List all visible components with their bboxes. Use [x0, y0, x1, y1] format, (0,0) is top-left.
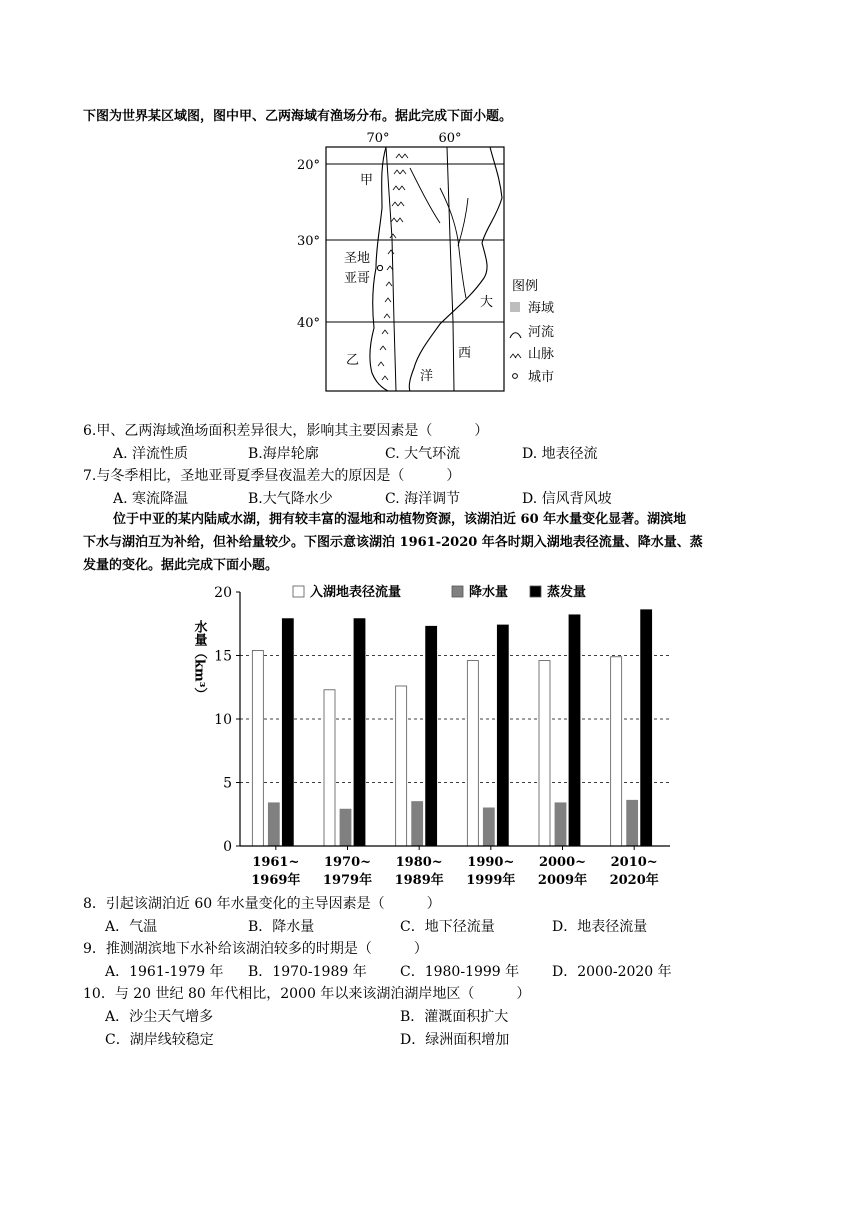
chart-x-tick-label-0-line1: 1961~	[252, 855, 300, 870]
chart-bar-1-4	[555, 803, 566, 846]
chart-bar-2-0	[282, 619, 293, 846]
section2-intro-line-2: 下水与湖泊互为补给，但补给量较少。下图示意该湖泊 1961-2020 年各时期入湖地表径流量、降水量、蒸	[83, 535, 703, 550]
chart-bar-1-0	[268, 803, 279, 846]
chart-bar-1-2	[412, 802, 423, 846]
q10-option-c: C．湖岸线较稳定	[105, 1032, 214, 1048]
q8-option-a: A．气温	[105, 919, 158, 935]
q10-option-a: A．沙尘天气增多	[105, 1009, 214, 1025]
label-ocean-1: 大	[480, 295, 494, 310]
label-ocean-2: 西	[458, 346, 472, 361]
lat-label-40: 40°	[296, 316, 320, 331]
city-marker	[377, 265, 382, 270]
chart-y-tick-label-20: 20	[214, 585, 232, 601]
q8-option-b: B．降水量	[248, 919, 315, 935]
chart-x-tick-label-5-line2: 2020年	[609, 873, 659, 888]
label-ocean-3: 洋	[420, 369, 434, 384]
chart-bar-1-3	[483, 808, 494, 846]
q6-option-d: D. 地表径流	[522, 446, 598, 462]
chart-legend-label-0: 入湖地表径流量	[310, 585, 402, 600]
section2-intro-line-1: 位于中亚的某内陆咸水湖，拥有较丰富的湿地和动植物资源，该湖泊近 60 年水量变化显著。湖滨地	[113, 512, 687, 527]
chart-bar-2-5	[641, 610, 652, 846]
q6-option-b: B.海岸轮廓	[248, 446, 319, 462]
lat-label-20: 20°	[296, 158, 320, 173]
river-2	[458, 198, 468, 246]
chart-x-tick-label-1-line2: 1979年	[322, 873, 373, 888]
water-balance-chart-svg	[185, 580, 675, 890]
section1-intro: 下图为世界某区域图，图中甲、乙两海域有渔场分布。据此完成下面小题。	[83, 109, 513, 124]
chart-legend-label-1: 降水量	[469, 585, 509, 600]
region-map	[290, 128, 580, 398]
lon-label-70: 70°	[366, 131, 390, 146]
label-city-line1: 圣地	[344, 251, 371, 266]
legend-item-sea: 海域	[528, 301, 555, 316]
chart-bar-1-1	[340, 809, 351, 846]
q6-stem: 6.甲、乙两海域渔场面积差异很大，影响其主要因素是（ ）	[83, 423, 489, 439]
east-coastline	[409, 147, 502, 391]
chart-legend-swatch-1	[452, 586, 463, 597]
q9-option-d: D．2000-2020 年	[552, 964, 672, 980]
q8-option-c: C．地下径流量	[400, 919, 495, 935]
chart-legend-label-2: 蒸发量	[547, 585, 587, 600]
q8-option-d: D．地表径流量	[552, 919, 648, 935]
chart-y-tick-label-0: 0	[223, 839, 232, 855]
q10-stem: 10．与 20 世纪 80 年代相比，2000 年以来该湖泊湖岸地区（ ）	[83, 986, 531, 1002]
chart-bar-0-2	[396, 686, 407, 846]
chart-legend-swatch-0	[293, 586, 304, 597]
label-city-line2: 亚哥	[344, 271, 371, 286]
q10-option-b: B．灌溉面积扩大	[400, 1009, 509, 1025]
chart-bar-2-2	[426, 626, 437, 846]
chart-bar-0-1	[324, 690, 335, 846]
legend-title: 图例	[512, 279, 539, 294]
chart-y-tick-label-10: 10	[214, 712, 232, 728]
chart-x-tick-label-4-line1: 2000~	[538, 855, 587, 870]
chart-bar-2-3	[497, 625, 508, 846]
q9-option-c: C．1980-1999 年	[400, 964, 520, 980]
chart-x-tick-label-2-line2: 1989年	[394, 873, 444, 888]
legend-item-river: 河流	[528, 325, 555, 340]
chart-bar-0-5	[611, 657, 622, 846]
chart-x-tick-label-5-line1: 2010~	[610, 855, 658, 870]
chart-bar-0-3	[467, 661, 478, 846]
section2-intro-line-3: 发量的变化。据此完成下面小题。	[83, 558, 279, 573]
chart-x-tick-label-3-line2: 1999年	[466, 873, 516, 888]
q8-stem: 8．引起该湖泊近 60 年水量变化的主导因素是（ ）	[83, 896, 441, 912]
chart-x-tick-label-3-line1: 1990~	[467, 855, 515, 870]
chart-bar-0-4	[539, 661, 550, 846]
q7-option-a: A. 寒流降温	[113, 491, 189, 507]
q7-option-b: B.大气降水少	[248, 491, 333, 507]
legend-item-city: 城市	[528, 370, 555, 385]
chart-y-axis-label: 水量（km³）	[191, 620, 207, 701]
chart-y-tick-label-15: 15	[214, 648, 232, 665]
chart-bar-0-0	[252, 650, 263, 846]
q7-option-d: D. 信风背风坡	[522, 491, 612, 507]
q9-option-b: B．1970-1989 年	[248, 964, 367, 980]
lat-label-30: 30°	[296, 234, 320, 249]
legend-sea-swatch	[510, 302, 520, 312]
q10-option-d: D．绿洲面积增加	[400, 1032, 510, 1048]
q7-stem: 7.与冬季相比，圣地亚哥夏季昼夜温差大的原因是（ ）	[83, 468, 461, 484]
chart-bar-1-5	[627, 800, 638, 846]
q9-stem: 9．推测湖滨地下水补给该湖泊较多的时期是（ ）	[83, 941, 428, 957]
legend-river-icon	[510, 333, 521, 338]
region-map-svg	[290, 128, 580, 398]
label-yi: 乙	[346, 353, 360, 368]
q6-option-a: A. 洋流性质	[113, 446, 189, 462]
q9-option-a: A．1961-1979 年	[105, 964, 224, 980]
legend-item-mountain: 山脉	[528, 347, 555, 362]
lon-label-60: 60°	[438, 131, 462, 146]
chart-x-tick-label-2-line1: 1980~	[395, 855, 443, 870]
chart-legend-swatch-2	[530, 586, 541, 597]
legend-mountain-icon	[510, 354, 521, 358]
river-1	[440, 188, 466, 298]
chart-y-tick-label-5: 5	[223, 775, 232, 792]
q6-option-c: C. 大气环流	[385, 446, 461, 462]
chart-x-tick-label-4-line2: 2009年	[537, 873, 588, 888]
chart-bar-2-1	[354, 619, 365, 846]
lon-line-60	[447, 147, 454, 391]
label-jia: 甲	[360, 173, 374, 188]
legend-city-icon	[513, 374, 518, 379]
q7-option-c: C. 海洋调节	[385, 491, 461, 507]
chart-x-tick-label-0-line2: 1969年	[251, 873, 301, 888]
chart-bar-2-4	[569, 615, 580, 846]
chart-x-tick-label-1-line1: 1970~	[323, 855, 372, 870]
water-balance-chart	[185, 580, 675, 890]
river-3	[410, 168, 440, 223]
